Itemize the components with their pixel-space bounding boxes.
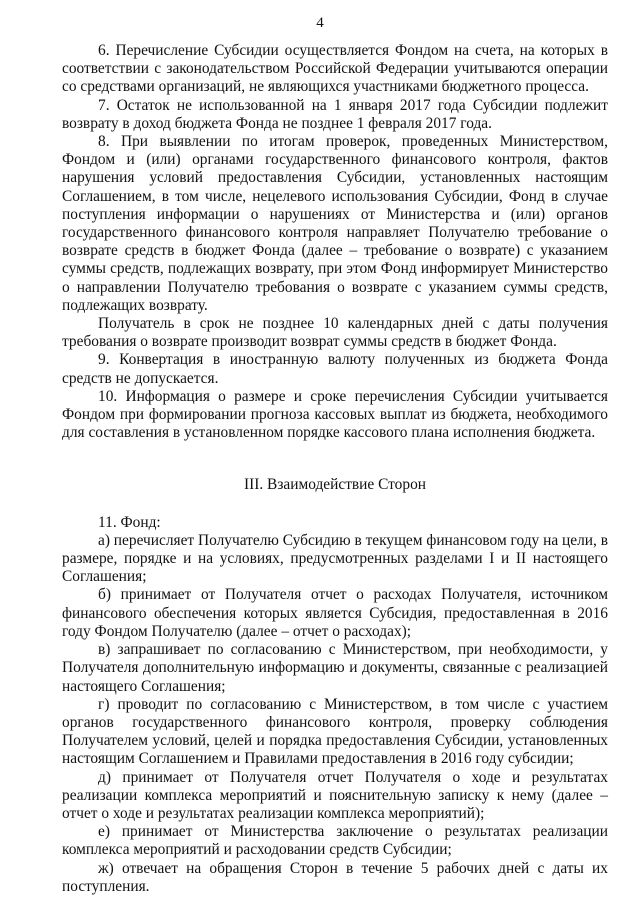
- clause-11v: в) запрашивает по согласованию с Министерством, при необходимости, у Получателя дополнительную информацию и документы, связанные с реализацией настоящего Соглашения;: [62, 641, 608, 695]
- section-heading: III. Взаимодействие Сторон: [243, 476, 427, 494]
- paragraph-7: 7. Остаток не использованной на 1 января 2017 года Субсидии подлежит возврату в доход бюджета Фонда не позднее 1 февраля 2017 года.: [62, 96, 608, 132]
- paragraph-11: 11. Фонд:: [98, 513, 161, 531]
- page-number: 4: [316, 15, 324, 31]
- document-body: [62, 42, 608, 896]
- clause-11d: д) принимает от Получателя отчет Получателя о ходе и результатах реализации комплекса мероприятий и пояснительную записку к нему (далее – отчет о ходе и результатах реализации комплекса мероприятий);: [62, 768, 608, 822]
- clause-11a: а) перечисляет Получателю Субсидию в текущем финансовом году на цели, в размере, порядке и на условиях, предусмотренных разделами I и II настоящего Соглашения;: [62, 531, 608, 586]
- clause-11g: г) проводит по согласованию с Министерством, в том числе с участием органов государственного финансового контроля, проверку соблюдения Получателем условий, целей и порядка предоставления Субсидии, установленных настоящим Соглашением и Правилами предоставления в 2016 году субсидии;: [62, 695, 608, 768]
- clause-11e: е) принимает от Министерства заключение о результатах реализации комплекса мероприятий и расходовании средств Субсидии;: [62, 823, 608, 859]
- paragraph-9: 9. Конвертация в иностранную валюту полученных из бюджета Фонда средств не допускается.: [62, 351, 608, 387]
- paragraph-8-refund-term: Получатель в срок не позднее 10 календарных дней с даты получения требования о возврате производит возврат суммы средств в бюджет Фонда.: [62, 315, 608, 351]
- paragraph-8: 8. При выявлении по итогам проверок, проведенных Министерством, Фондом и (или) органами государственного финансового контроля, фактов нарушения условий предоставления Субсидии, установленных настоящим Соглашением, в том числе, нецелевого использования Субсидии, Фонд в случае поступления информации о нарушениях от Министерства и (или) органов государственного финансового контроля направляет Получателю требование о возврате средств в бюджет Фонда (далее – требование о возврате) с указанием суммы средств, подлежащих возврату, при этом Фонд информирует Министерство о направлении Получателю требования о возврате с указанием суммы средств, подлежащих возврату.: [62, 133, 608, 314]
- paragraph-10: 10. Информация о размере и сроке перечисления Субсидии учитывается Фондом при формировании прогноза кассовых выплат из бюджета, необходимого для составления в установленном порядке кассового плана исполнения бюджета.: [62, 387, 608, 442]
- section-spacer: [62, 495, 608, 514]
- clause-11b: б) принимает от Получателя отчет о расходах Получателя, источником финансового обеспечения которых является Субсидия, предоставленная в 2016 году Фондом Получателю (далее – отчет о расходах);: [62, 586, 608, 640]
- paragraph-6: 6. Перечисление Субсидии осуществляется Фондом на счета, на которых в соответствии с законодательством Российской Федерации учитываются операции со средствами организаций, не являющихся участниками бюджетного процесса.: [62, 42, 608, 96]
- section-spacer: [62, 442, 608, 476]
- clause-11zh: ж) отвечает на обращения Сторон в течение 5 рабочих дней с даты их поступления.: [62, 859, 608, 895]
